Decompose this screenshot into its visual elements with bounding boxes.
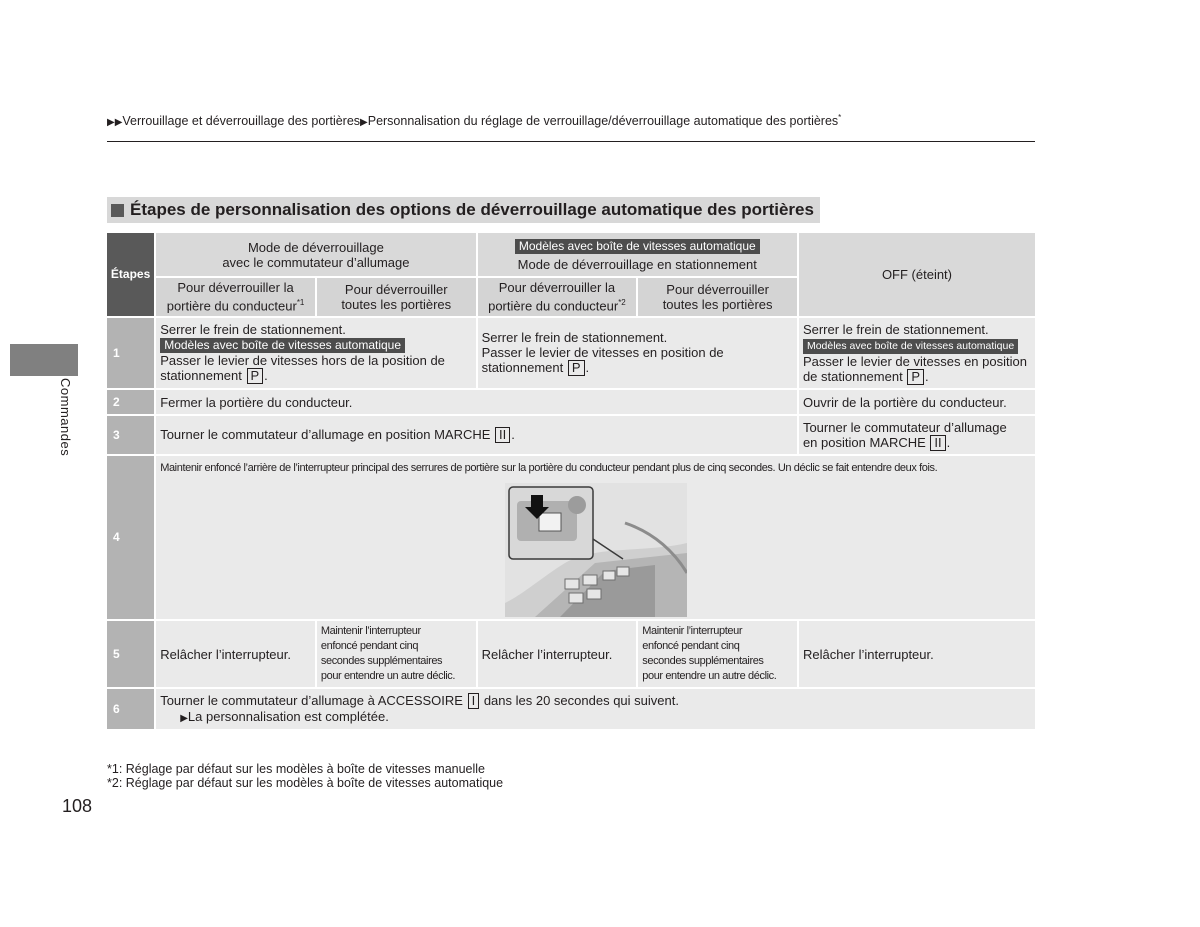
step-text: Tourner le commutateur d’allumage en position MARCHE: [160, 427, 491, 442]
step-cell: Relâcher l’interrupteur.: [799, 621, 1035, 687]
sub-header-all: [638, 278, 797, 316]
step-text: Maintenir l’interrupteur: [320, 625, 421, 637]
step-number: 3: [107, 416, 154, 454]
section-title: [107, 197, 820, 223]
step-cell: [317, 621, 476, 687]
table-row: [107, 416, 1035, 454]
table-row: [107, 621, 1035, 687]
result-text: La personnalisation est complétée.: [187, 708, 389, 724]
header-text: toutes les portières: [662, 297, 773, 312]
step-text: .: [924, 368, 929, 384]
col-parking-header: [478, 233, 797, 276]
footnote-1: *1: Réglage par défaut sur les modèles à boîte de vitesses manuelle: [107, 762, 486, 776]
chapter-label: Commandes: [58, 378, 73, 457]
triangle-right-icon: ▶: [180, 712, 188, 724]
asterisk-mark: *: [838, 113, 842, 122]
table-row: [107, 456, 1035, 619]
table-header-row: [107, 233, 1035, 276]
step-text: .: [946, 434, 951, 450]
step-text: pour entendre un autre déclic.: [642, 670, 777, 682]
step-text: secondes supplémentaires: [320, 655, 443, 667]
step-text: Maintenir enfoncé l’arrière de l’interrupteur principal des serrures de portière sur la portière du conducteur pendant plus de cinq secondes. Un déclic se fait entendre deux fois.: [160, 462, 938, 474]
header-text: Mode de déverrouillage: [247, 239, 384, 255]
step-number: 2: [107, 390, 154, 414]
table-row: [107, 318, 1035, 388]
step-number: 1: [107, 318, 154, 388]
step-text: Passer le levier de vitesses en position de: [481, 345, 724, 360]
step-text: enfoncé pendant cinq: [320, 640, 419, 652]
steps-header: Étapes: [107, 233, 154, 316]
step-text: Passer le levier de vitesses en position: [802, 353, 1027, 369]
step-cell: Relâcher l’interrupteur.: [156, 621, 315, 687]
step-cell: Ouvrir de la portière du conducteur.: [799, 390, 1035, 414]
sub-header-driver: [478, 278, 637, 316]
breadcrumb-item: Personnalisation du réglage de verrouillage/déverrouillage automatique des portières: [367, 114, 839, 129]
step-cell: Relâcher l’interrupteur.: [478, 621, 637, 687]
model-tag: Modèles avec boîte de vitesses automatique: [803, 339, 1018, 354]
page-number: 108: [62, 796, 93, 816]
step-number: 4: [107, 456, 154, 619]
step-text: dans les 20 secondes qui suivent.: [483, 692, 679, 708]
step-text: .: [511, 427, 515, 442]
sub-header-all: [317, 278, 476, 316]
step-text: Serrer le frein de stationnement.: [481, 330, 668, 345]
step-text: Maintenir l’interrupteur: [642, 625, 743, 637]
step-text: Passer le levier de vitesses hors de la position de: [160, 353, 445, 368]
park-key-icon: P: [907, 369, 924, 385]
step-text: .: [264, 368, 268, 383]
park-key-icon: P: [568, 360, 585, 376]
step-number: 5: [107, 621, 154, 687]
table-row: [107, 390, 1035, 414]
step-text: pour entendre un autre déclic.: [320, 670, 456, 682]
step-text: Tourner le commutateur d’allumage: [802, 419, 1007, 435]
section-title-text: Étapes de personnalisation des options de déverrouillage automatique des portières: [130, 200, 814, 219]
step-text: secondes supplémentaires: [642, 655, 764, 667]
footnote-mark: *1: [296, 298, 305, 308]
step-cell: [799, 318, 1035, 388]
step-text: en position MARCHE: [802, 434, 926, 450]
breadcrumb: [107, 113, 841, 128]
header-text: portière du conducteur: [166, 298, 297, 314]
step-cell: [156, 456, 1035, 619]
step-text: stationnement: [160, 368, 242, 383]
breadcrumb-item: Verrouillage et déverrouillage des portières: [122, 114, 361, 129]
step-text: stationnement: [481, 360, 564, 375]
steps-table: [105, 231, 1037, 731]
header-text: avec le commutateur d’allumage: [222, 254, 410, 270]
step-text: Serrer le frein de stationnement.: [160, 322, 346, 337]
triangle-right-icon: ▶: [360, 117, 368, 129]
header-text: Mode de déverrouillage en stationnement: [517, 256, 757, 272]
table-row: [107, 689, 1035, 729]
park-key-icon: P: [247, 368, 264, 384]
step-text: enfoncé pendant cinq: [642, 640, 740, 652]
step-text: de stationnement: [802, 368, 903, 384]
footnote-2: *2: Réglage par défaut sur les modèles à boîte de vitesses automatique: [107, 776, 504, 790]
door-switch-illustration: [505, 483, 687, 617]
header-text: Pour déverrouiller: [344, 282, 448, 297]
step-cell: [156, 416, 797, 454]
sub-header-driver: [156, 278, 315, 316]
on-key-icon: II: [495, 427, 510, 443]
chapter-tab: [10, 344, 78, 376]
step-text: Serrer le frein de stationnement.: [802, 321, 989, 337]
step-text: Tourner le commutateur d’allumage à ACCESSOIRE: [160, 692, 463, 708]
divider: [107, 141, 1035, 142]
col-ignition-header: [156, 233, 475, 276]
square-icon: [111, 204, 124, 217]
col-off-header: OFF (éteint): [799, 233, 1035, 316]
header-text: portière du conducteur: [488, 298, 619, 314]
triangle-right-icon: ▶▶: [107, 117, 123, 129]
header-text: toutes les portières: [341, 297, 452, 312]
step-cell: [156, 689, 1035, 729]
step-cell: [799, 416, 1035, 454]
model-tag: Modèles avec boîte de vitesses automatique: [515, 239, 760, 254]
header-text: Pour déverrouiller la: [498, 280, 616, 296]
step-cell: [478, 318, 797, 388]
header-text: Pour déverrouiller la: [177, 280, 294, 296]
accessory-key-icon: I: [468, 693, 480, 709]
step-cell: [638, 621, 797, 687]
footnote-mark: *2: [618, 298, 626, 308]
step-cell: [156, 318, 475, 388]
header-text: Pour déverrouiller: [666, 282, 769, 297]
model-tag: Modèles avec boîte de vitesses automatique: [160, 338, 405, 353]
on-key-icon: II: [930, 435, 945, 451]
step-text: .: [585, 360, 590, 375]
step-cell: Fermer la portière du conducteur.: [156, 390, 797, 414]
step-number: 6: [107, 689, 154, 729]
